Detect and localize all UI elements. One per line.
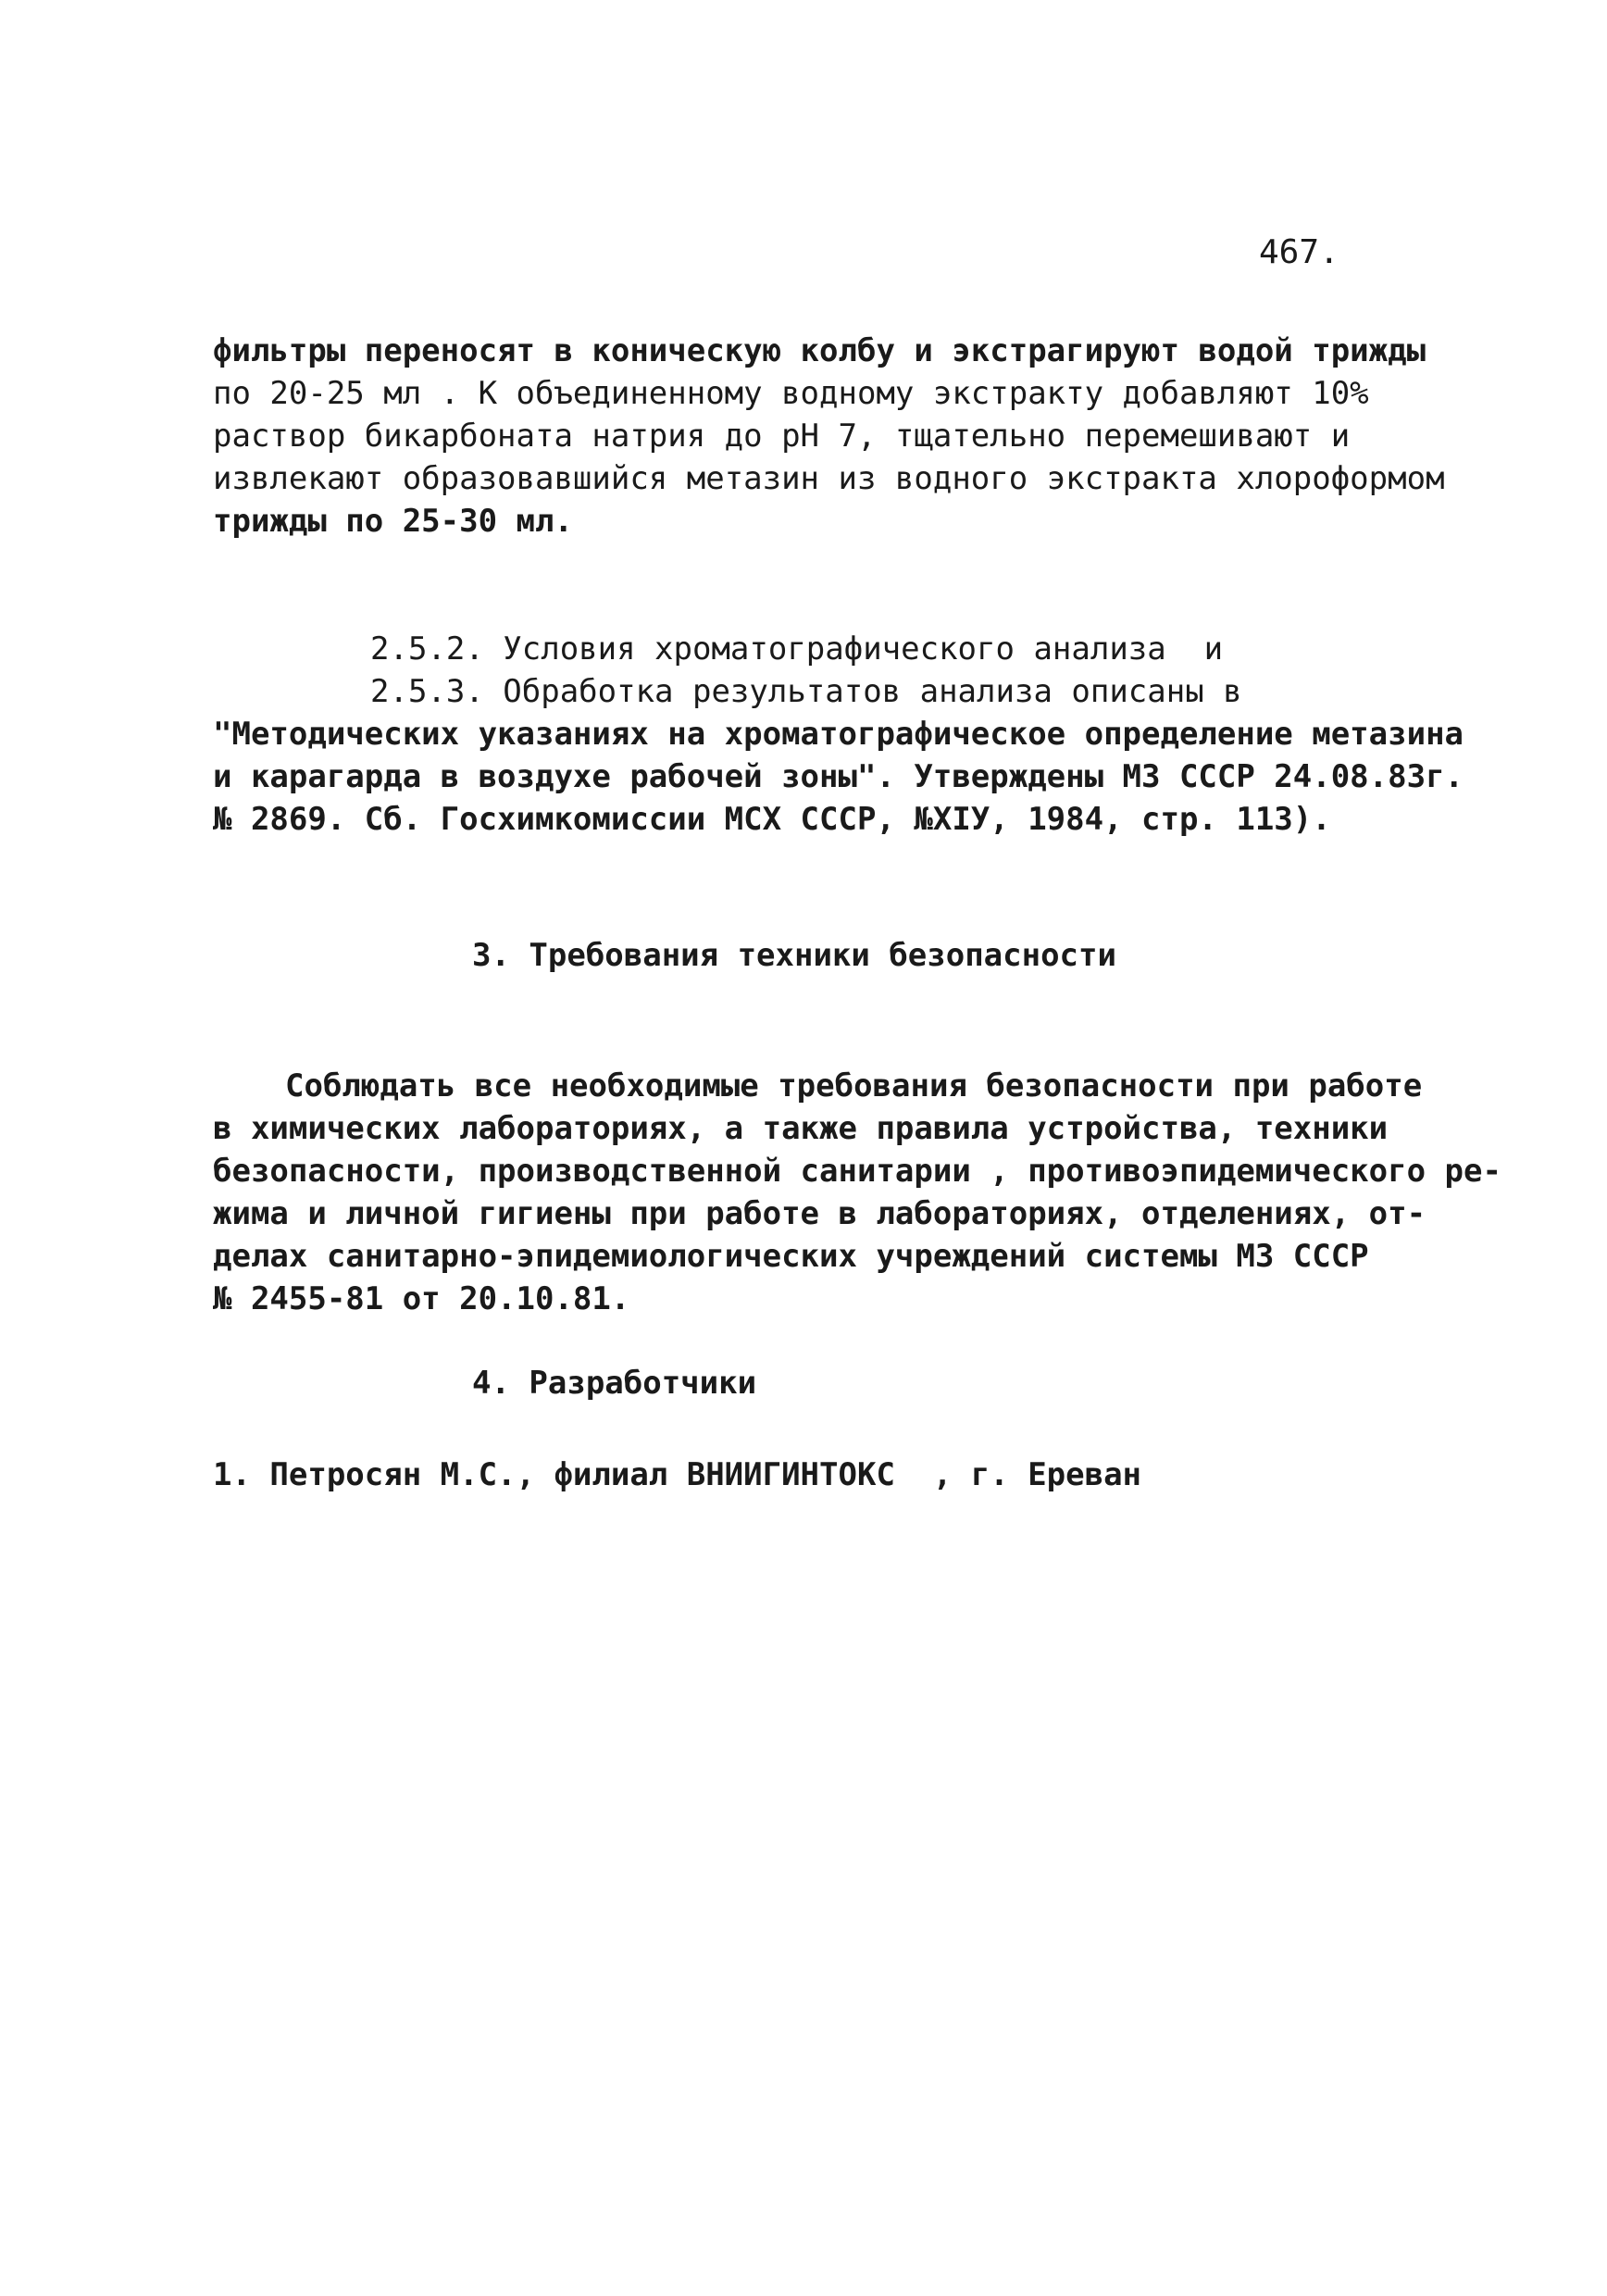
text-line: по 20-25 мл . К объединенному водному экстракту добавляют 10% xyxy=(213,375,1369,412)
text-line: 2.5.2. Условия хроматографического анализа и xyxy=(370,630,1224,668)
developer-entry: 1. Петросян М.С., филиал ВНИИГИНТОКС , г. Ереван xyxy=(213,1456,1142,1493)
section-heading-safety: 3. Требования техники безопасности xyxy=(472,937,1116,974)
section-heading-developers: 4. Разработчики xyxy=(472,1365,757,1402)
page-number: 467. xyxy=(1259,233,1339,271)
text-line: Соблюдать все необходимые требования безопасности при работе xyxy=(285,1067,1423,1104)
text-line: № 2869. Сб. Госхимкомиссии МСХ СССР, №XIУ, 1984, стр. 113). xyxy=(213,801,1331,838)
text-line: № 2455-81 от 20.10.81. xyxy=(213,1280,630,1317)
text-line: жима и личной гигиены при работе в лабораториях, отделениях, от- xyxy=(213,1195,1426,1232)
text-line: трижды по 25-30 мл. xyxy=(213,503,573,540)
text-line: извлекают образовавшийся метазин из водного экстракта хлороформом xyxy=(213,460,1445,497)
text-line: 2.5.3. Обработка результатов анализа описаны в xyxy=(370,673,1242,710)
text-line: безопасности, производственной санитарии , противоэпидемического ре- xyxy=(213,1153,1501,1190)
text-line: делах санитарно-эпидемиологических учреждений системы МЗ СССР xyxy=(213,1238,1369,1275)
text-line: фильтры переносят в коническую колбу и экстрагируют водой трижды xyxy=(213,332,1426,369)
text-line: "Методических указаниях на хроматографическое определение метазина xyxy=(213,716,1464,753)
text-line: и карагарда в воздухе рабочей зоны". Утверждены МЗ СССР 24.08.83г. xyxy=(213,758,1464,795)
text-line: в химических лабораториях, а также правила устройства, техники xyxy=(213,1110,1389,1147)
text-line: раствор бикарбоната натрия до pH 7, тщательно перемешивают и xyxy=(213,418,1351,455)
